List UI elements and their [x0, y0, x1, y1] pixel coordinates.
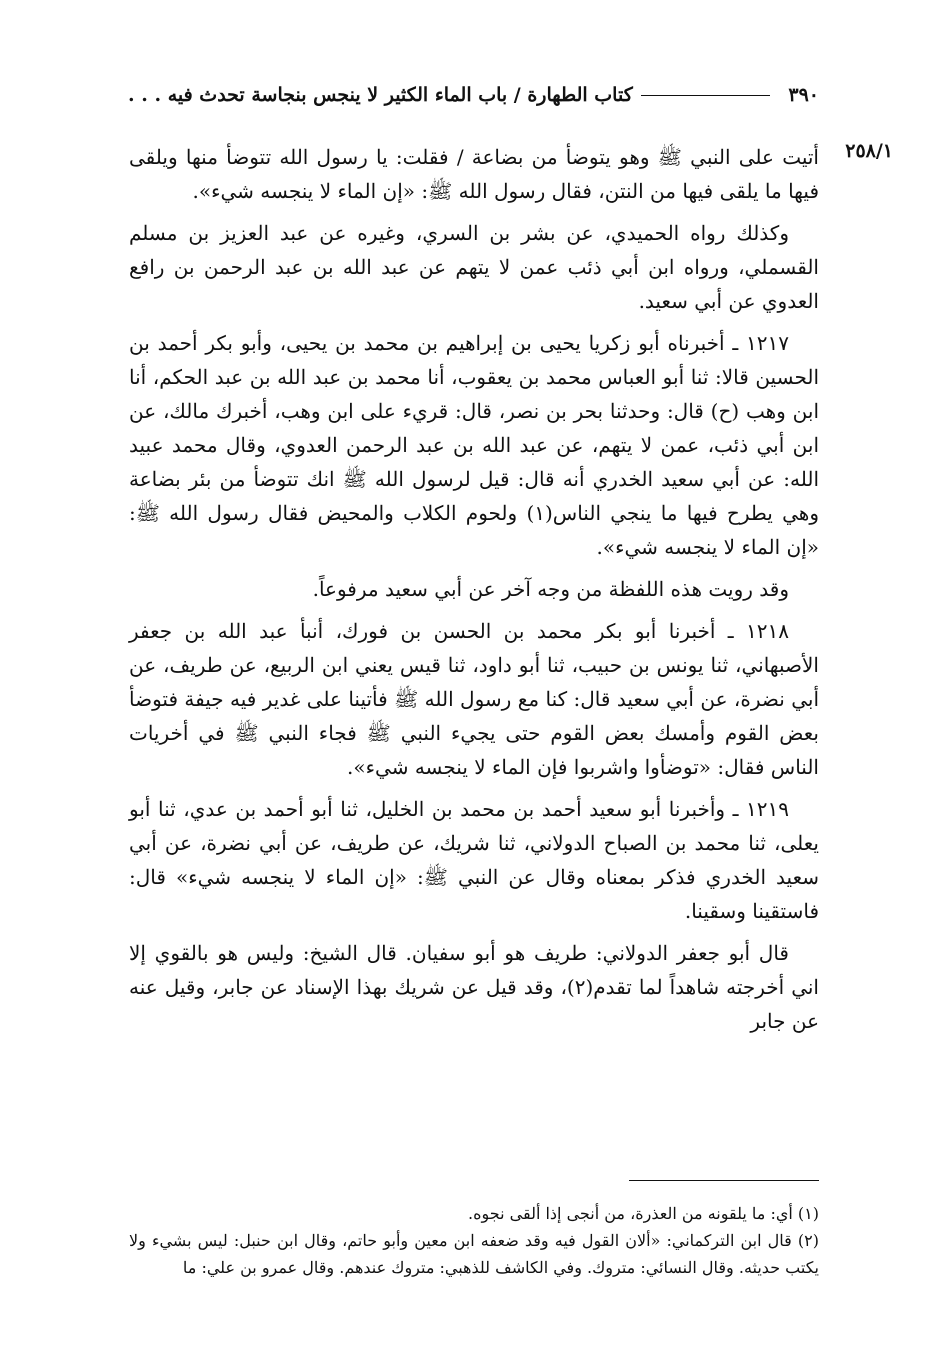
margin-reference: ٢٥٨/١ — [845, 140, 893, 162]
page-header — [128, 84, 819, 106]
footnotes — [129, 1200, 819, 1281]
footnote-divider — [629, 1180, 819, 1181]
main-text — [129, 140, 819, 1046]
hadith-1217: ١٢١٧ ـ أخبرناه أبو زكريا يحيى بن إبراهيم بن محمد بن يحيى، وأبو بكر أحمد بن الحسين قالا: ثنا أبو العباس محمد بن يعقوب، أنا محمد بن عبد الله بن عبد الحكم، أنا ابن وهب (ح) قال: وحدثنا بحر بن نصر، قال: قريء على ابن وهب، أخبرك مالك، عن ابن أبي ذئب، عمن لا يتهم، عن عبد الله بن عبد الرحمن العدوي، وقال محمد عبيد الله: عن أبي سعيد الخدري أنه قال: قيل لرسول الله ﷺ انك تتوضأ من بئر بضاعة وهي يطرح فيها ما ينجي الناس(١) ولحوم الكلاب والمحيض فقال رسول الله ﷺ: «إن الماء لا ينجسه شيء». — [129, 331, 819, 559]
paragraph: قال أبو جعفر الدولاني: طريف هو أبو سفيان. قال الشيخ: وليس هو بالقوي إلا اني أخرجته شاهداً لما تقدم(٢)، وقد قيل عن شريك بهذا الإسناد عن جابر، وقيل عنه عن جابر — [129, 941, 819, 1033]
paragraph: وكذلك رواه الحميدي، عن بشر بن السري، وغيره عن عبد العزيز بن مسلم القسملي، ورواه ابن أبي ذئب عمن لا يتهم عن عبد الله بن عبد الرحمن بن رافع العدوي عن أبي سعيد. — [129, 221, 819, 313]
hadith-1218: ١٢١٨ ـ أخبرنا أبو بكر محمد بن الحسن بن فورك، أنبأ عبد الله بن جعفر الأصبهاني، ثنا يونس بن حبيب، ثنا أبو داود، ثنا قيس يعني ابن الربيع، عن طريف، عن أبي نضرة، عن أبي سعيد قال: كنا مع رسول الله ﷺ فأتينا على غدير فيه جيفة فتوضأ بعض القوم وأمسك بعض القوم حتى يجيء النبي ﷺ فجاء النبي ﷺ في أخريات الناس فقال: «توضأوا واشربوا فإن الماء لا ينجسه شيء». — [129, 619, 819, 779]
footnote-1: (١) أي: ما يلقونه من العذرة، من أنجى إذا ألقى نجوه. — [468, 1204, 819, 1223]
footnote-2: (٢) قال ابن التركماني: «ألان القول فيه وقد ضعفه ابن معين وأبو حاتم، وقال ابن حنبل: ليس بشيء ولا يكتب حديثه. وقال النسائي: متروك. وفي الكاشف للذهبي: متروك عندهم. وقال عمرو بن علي: ما — [129, 1231, 819, 1277]
paragraph: وقد رويت هذه اللفظة من وجه آخر عن أبي سعيد مرفوعاً. — [312, 577, 789, 601]
paragraph: أتيت على النبي ﷺ وهو يتوضأ من بضاعة / فقلت: يا رسول الله تتوضأ منها ويلقى فيها ما يلقى فيها من النتن، فقال رسول الله ﷺ: «إن الماء لا ينجسه شيء». — [129, 145, 819, 203]
running-title: كتاب الطهارة / باب الماء الكثير لا ينجس بنجاسة تحدث فيه . . . — [128, 84, 633, 106]
header-rule — [641, 95, 771, 96]
page-number: ٣٩٠ — [788, 84, 819, 106]
hadith-1219: ١٢١٩ ـ وأخبرنا أبو سعيد أحمد بن محمد بن الخليل، ثنا أبو أحمد بن عدي، ثنا أبو يعلى، ثنا محمد بن الصباح الدولاني، ثنا شريك، عن طريف، عن أبي نضرة، عن أبي سعيد الخدري فذكر بمعناه وقال عن النبي ﷺ: «إن الماء لا ينجسه شيء» قال: فاستقينا وسقينا. — [129, 797, 819, 923]
